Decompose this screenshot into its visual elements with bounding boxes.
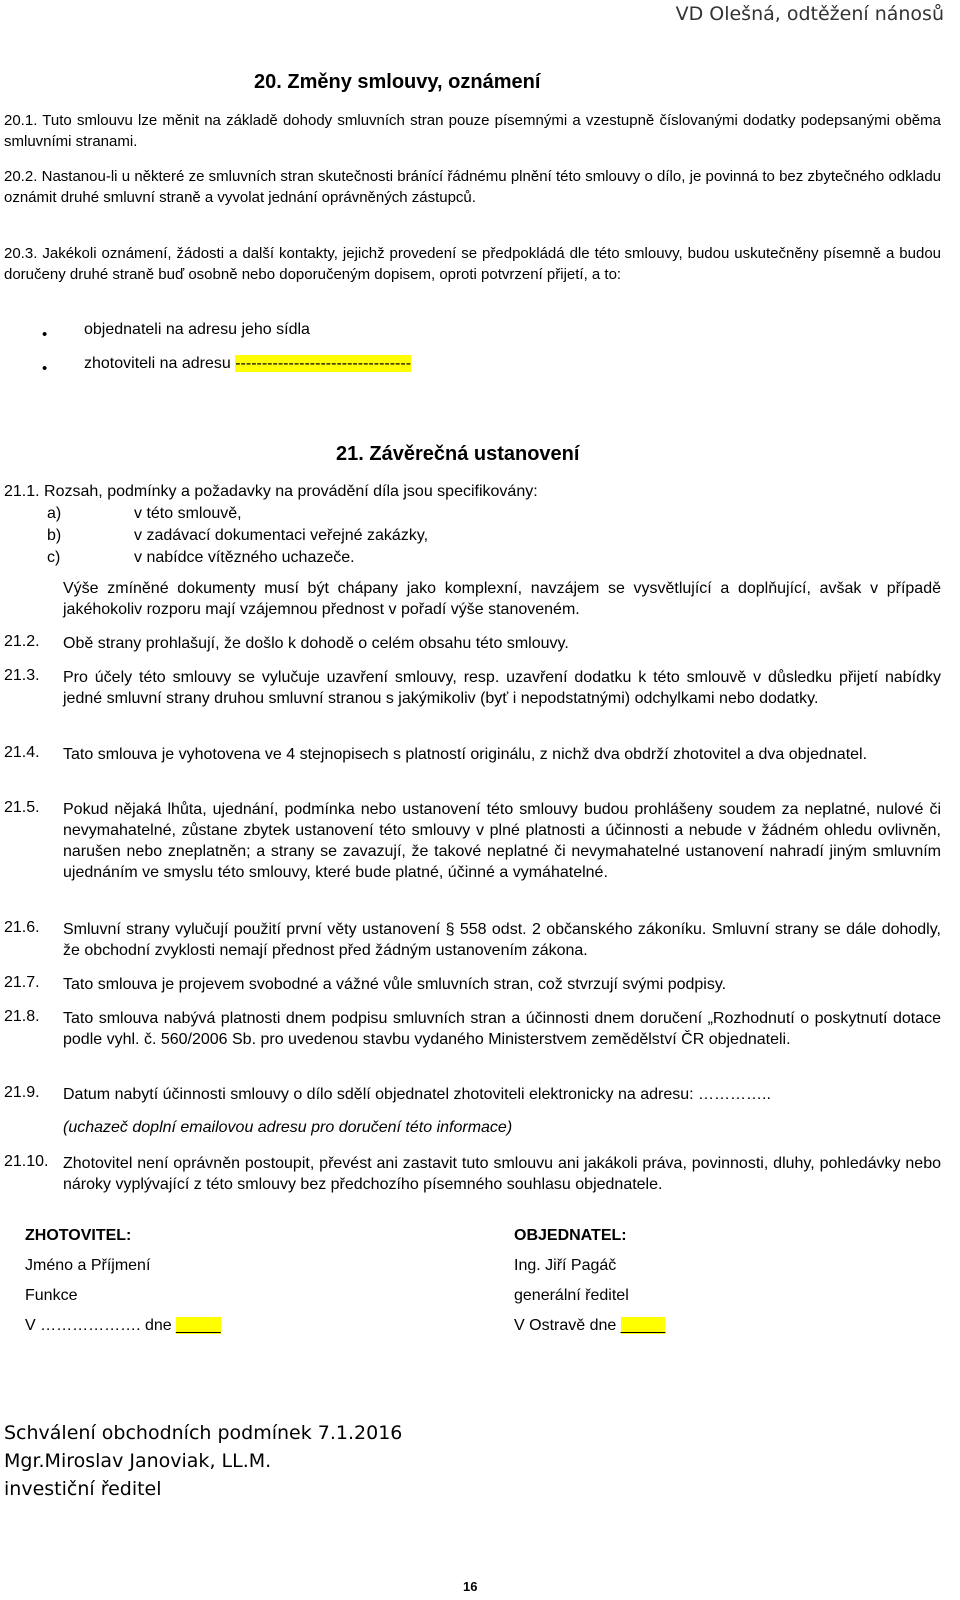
list-item: b) v zadávací dokumentaci veřejné zakázky,	[47, 527, 429, 544]
signature-role: generální ředitel	[514, 1287, 629, 1304]
clause-21-1	[4, 481, 941, 502]
clause-21-8: 21.8. Tato smlouva nabývá platnosti dnem podpisu smluvních stran a účinnosti dnem doručení „Rozhodnutí o poskytnutí dotace podle vyhl. č. 560/2006 Sb. pro uvedenou stavbu vydaného Ministerstvem zemědělství ČR objednateli.	[4, 1008, 941, 1048]
clause-number: 20.3.	[4, 245, 38, 262]
approval-footer	[4, 1419, 402, 1503]
clause-text: Jakékoli oznámení, žádosti a další kontakty, jejichž provedení se předpokládá dle této smlouvy, budou uskutečněny písemně a budou doručeny druhé straně buď osobně nebo doporučeným dopisem, oproti potvrzení přijetí, a to:	[4, 245, 942, 283]
date-blank: _____	[176, 1317, 221, 1334]
clause-21-6: 21.6. Smluvní strany vylučují použití první věty ustanovení § 558 odst. 2 občanského zákoníku. Smluvní strany se dále dohodly, že obchodní zvyklosti nemají přednost před žádným ustanovením zákona.	[4, 919, 941, 959]
signature-block-client	[514, 1221, 665, 1341]
list-item: a) v této smlouvě,	[47, 505, 242, 522]
clause-text: Nastanou-li u některé ze smluvních stran skutečnosti bránící řádnému plnění této smlouvy o dílo, je povinná to bez zbytečného odkladu oznámit druhé smluvní straně a vyvolat jednání oprávněných zástupců.	[4, 168, 941, 206]
section-21-title: 21. Závěrečná ustanovení	[336, 443, 580, 465]
approver-title: investiční ředitel	[4, 1478, 162, 1500]
clause-text: Tuto smlouvu lze měnit na základě dohody smluvních stran pouze písemnými a vzestupně číslovanými dodatky podepsanými oběma smluvními stranami.	[4, 112, 941, 150]
address-blank: ---------------------------------	[235, 355, 412, 372]
clause-21-5: 21.5. Pokud nějaká lhůta, ujednání, podmínka nebo ustanovení této smlouvy budou prohlášeny soudem za neplatné, nulové či nevymahatelné, zůstane zbytek ustanovení této smlouvy v plné platnosti a účinnosti a nebude v žádném ohledu ovlivněn, narušen nebo zneplatněn; a strany se zavazují, že takové neplatné či nevymahatelné ustanovení nahradí jiným smluvním ujednáním ve smyslu této smlouvy, které bude platné, účinné a vymáhatelné.	[4, 799, 941, 881]
spec-list	[47, 503, 428, 569]
signature-place-date: V ………………. dne _____	[25, 1317, 221, 1334]
page-number: 16	[463, 1579, 478, 1594]
bullet-icon: •	[42, 326, 48, 343]
clause-number: 21.1.	[4, 483, 40, 500]
clause-21-9-note: (uchazeč doplní emailovou adresu pro doručení této informace)	[63, 1119, 513, 1136]
section-20-title: 20. Změny smlouvy, oznámení	[254, 71, 541, 93]
clause-number: 20.1.	[4, 112, 38, 129]
address-item-zhotovitel	[84, 355, 411, 373]
signature-role: Funkce	[25, 1287, 78, 1304]
list-item: c) v nabídce vítězného uchazeče.	[47, 549, 355, 566]
clause-number: 20.2.	[4, 168, 38, 185]
clause-21-1-note: Výše zmíněné dokumenty musí být chápany jako komplexní, navzájem se vysvětlující a doplňující, avšak v případě jakéhokoliv rozporu mají vzájemnou přednost v pořadí výše stanoveném.	[63, 580, 941, 618]
clause-21-3: 21.3. Pro účely této smlouvy se vylučuje uzavření smlouvy, resp. uzavření dodatku k této smlouvě v důsledku přijetí nabídky jedné smluvní strany druhou smluvní stranou s jakýmikoliv (byť i nepodstatnými) odchylkami nebo dodatky.	[4, 667, 941, 707]
signature-heading: OBJEDNATEL:	[514, 1227, 627, 1244]
clause-20-2	[4, 166, 941, 208]
signature-block-contractor	[25, 1221, 221, 1341]
signature-place-date: V Ostravě dne _____	[514, 1317, 666, 1334]
running-header: VD Olešná, odtěžení nánosů	[675, 3, 944, 25]
approver-name: Mgr.Miroslav Janoviak, LL.M.	[4, 1450, 272, 1472]
address-item-objednatel: objednateli na adresu jeho sídla	[84, 321, 310, 338]
clause-21-4: 21.4. Tato smlouva je vyhotovena ve 4 stejnopisech s platností originálu, z nichž dva obdrží zhotovitel a dva objednatel.	[4, 744, 868, 763]
bullet-icon: •	[42, 360, 48, 377]
clause-text: Rozsah, podmínky a požadavky na provádění díla jsou specifikovány:	[44, 483, 538, 500]
address-label: zhotoviteli na adresu	[84, 355, 236, 372]
date-blank: _____	[620, 1317, 666, 1334]
clause-21-9: 21.9. Datum nabytí účinnosti smlouvy o dílo sdělí objednatel zhotoviteli elektronicky na adresu: ………….. (uchazeč doplní emailovou adresu pro doručení této informace)	[4, 1084, 941, 1138]
approval-line: Schválení obchodních podmínek 7.1.2016	[4, 1422, 403, 1444]
clause-21-2: 21.2. Obě strany prohlašují, že došlo k dohodě o celém obsahu této smlouvy.	[4, 633, 569, 652]
signature-heading: ZHOTOVITEL:	[25, 1227, 132, 1244]
signature-name: Jméno a Příjmení	[25, 1257, 151, 1274]
signature-name: Ing. Jiří Pagáč	[514, 1257, 617, 1274]
clause-20-3	[4, 243, 941, 285]
clause-21-7: 21.7. Tato smlouva je projevem svobodné a vážné vůle smluvních stran, což stvrzují svými podpisy.	[4, 974, 727, 993]
clause-21-10: 21.10. Zhotovitel není oprávněn postoupit, převést ani zastavit tuto smlouvu ani jakákoli práva, povinnosti, dluhy, pohledávky nebo nároky vyplývající z této smlouvy bez předchozího písemného souhlasu objednatele.	[4, 1153, 941, 1193]
clause-20-1	[4, 110, 941, 152]
